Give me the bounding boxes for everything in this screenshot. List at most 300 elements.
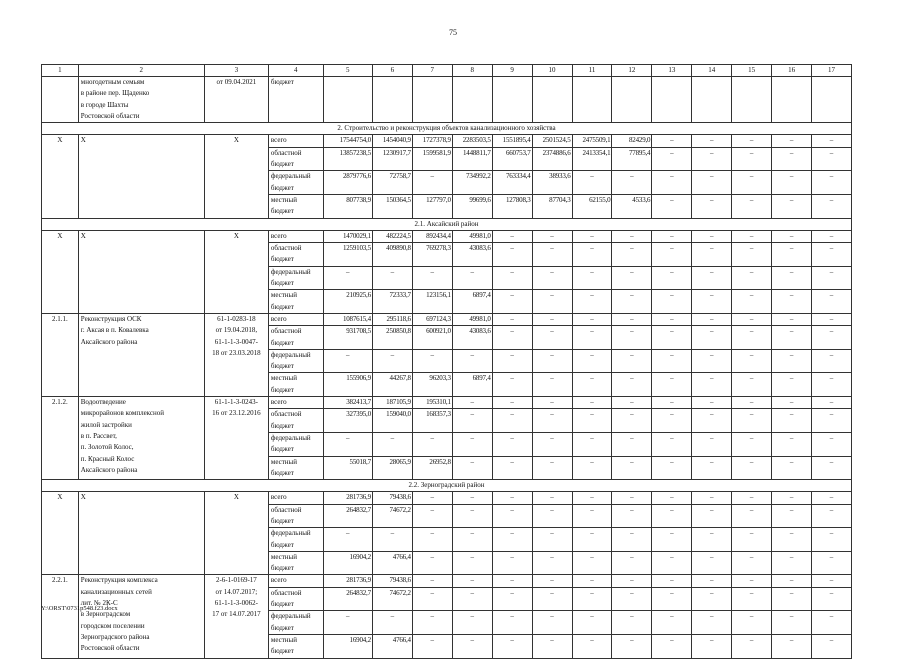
cell-amount: – <box>812 397 852 409</box>
cell-amount: – <box>692 290 732 314</box>
cell-amount: 55018,7 <box>323 456 372 480</box>
cell-amount: – <box>812 587 852 611</box>
cell-amount: – <box>772 243 812 267</box>
cell-amount: – <box>692 551 732 575</box>
cell-amount: – <box>372 349 412 373</box>
cell-amount: 4766,4 <box>372 551 412 575</box>
cell-amount: – <box>732 634 772 658</box>
header-cell: 4 <box>268 65 323 77</box>
cell-amount: – <box>692 528 732 552</box>
cell-amount: – <box>452 492 492 504</box>
budget-row <box>42 230 852 242</box>
cell-amount: – <box>492 243 532 267</box>
cell-amount: 281736,9 <box>323 492 372 504</box>
cell-amount: – <box>323 432 372 456</box>
cell-funding-source: областной бюджет <box>268 326 323 350</box>
cell-amount: 1448811,7 <box>452 147 492 171</box>
cell-amount: – <box>612 230 652 242</box>
cell-amount: – <box>612 171 652 195</box>
budget-row <box>42 313 852 325</box>
cell-amount: 99699,6 <box>452 194 492 218</box>
cell-amount: 43083,6 <box>452 243 492 267</box>
cell-amount: – <box>572 313 612 325</box>
cell-amount: – <box>492 528 532 552</box>
cell-amount: 74672,2 <box>372 504 412 528</box>
cell-amount: – <box>772 504 812 528</box>
cell-amount: – <box>692 432 732 456</box>
cell-doc: 2-6-1-0169-17 от 14.07.2017; 61-1-1-3-0062- 17 от 14.07.2017 <box>204 575 268 658</box>
cell-amount: – <box>652 634 692 658</box>
cell-amount: 264832,7 <box>323 504 372 528</box>
cell-amount: 49981,0 <box>452 313 492 325</box>
cell-amount: – <box>812 326 852 350</box>
cell-amount: – <box>452 504 492 528</box>
cell-doc: 61-1-1-3-0243- 16 от 23.12.2016 <box>204 397 268 480</box>
cell-amount: – <box>572 373 612 397</box>
cell-amount: 72758,7 <box>372 171 412 195</box>
cell-amount: 1259103,5 <box>323 243 372 267</box>
cell-amount: 79438,6 <box>372 492 412 504</box>
cell-amount: – <box>492 349 532 373</box>
cell-amount: 660753,7 <box>492 147 532 171</box>
cell-amount: – <box>572 230 612 242</box>
cell-amount: – <box>492 456 532 480</box>
cell-amount: – <box>732 243 772 267</box>
cell-amount: – <box>692 456 732 480</box>
cell-funding-source: федеральный бюджет <box>268 528 323 552</box>
cell-amount: – <box>812 313 852 325</box>
cell-amount: 1454040,9 <box>372 135 412 147</box>
cell-amount: – <box>812 504 852 528</box>
cell-amount: – <box>452 456 492 480</box>
cell-num: 2.2.1. <box>42 575 79 658</box>
cell-amount: – <box>612 575 652 587</box>
cell-amount: 264832,7 <box>323 587 372 611</box>
cell-amount: – <box>812 611 852 635</box>
cell-amount: – <box>692 243 732 267</box>
header-cell: 8 <box>452 65 492 77</box>
cell-amount: – <box>652 611 692 635</box>
cell-amount: – <box>612 326 652 350</box>
header-cell: 3 <box>204 65 268 77</box>
cell-amount: – <box>532 266 572 290</box>
cell-amount: – <box>732 266 772 290</box>
cell-amount: – <box>612 456 652 480</box>
cell-amount: – <box>572 528 612 552</box>
cell-amount: – <box>652 266 692 290</box>
cell-amount: – <box>772 634 812 658</box>
cell-amount: – <box>732 528 772 552</box>
cell-amount: – <box>692 634 732 658</box>
cell-amount: 127808,3 <box>492 194 532 218</box>
cell-amount: – <box>612 634 652 658</box>
cell-amount: – <box>412 349 452 373</box>
cell-amount: 28065,9 <box>372 456 412 480</box>
cell-amount: – <box>572 290 612 314</box>
cell-amount: – <box>572 171 612 195</box>
cell-funding-source: местный бюджет <box>268 290 323 314</box>
cell-amount: 17544754,0 <box>323 135 372 147</box>
cell-amount: – <box>772 551 812 575</box>
cell-amount: – <box>532 611 572 635</box>
cell-amount: – <box>532 243 572 267</box>
cell-amount: – <box>772 290 812 314</box>
cell-amount: – <box>372 266 412 290</box>
header-cell: 13 <box>652 65 692 77</box>
cell-funding-source: областной бюджет <box>268 409 323 433</box>
cell-amount: – <box>452 409 492 433</box>
cell-amount: – <box>812 349 852 373</box>
cell-amount: – <box>732 290 772 314</box>
cell-amount: – <box>452 349 492 373</box>
cell-amount: – <box>772 313 812 325</box>
cell-amount: – <box>812 456 852 480</box>
cell-amount: – <box>772 575 812 587</box>
cell-amount: – <box>732 135 772 147</box>
cell-amount: – <box>652 432 692 456</box>
cell-amount: 2501524,5 <box>532 135 572 147</box>
cell-amount: 763334,4 <box>492 171 532 195</box>
cell-amount: – <box>732 230 772 242</box>
cell-amount: – <box>612 432 652 456</box>
section-title: 2. Строительство и реконструкция объектов канализационного хозяйства <box>42 123 852 135</box>
cell-amount: – <box>692 409 732 433</box>
cell-funding-source: местный бюджет <box>268 634 323 658</box>
cell-amount: 195310,1 <box>412 397 452 409</box>
section-row <box>42 123 852 135</box>
budget-table <box>41 64 852 659</box>
cell-amount: 769278,3 <box>412 243 452 267</box>
cell-amount: – <box>372 432 412 456</box>
cell-amount: – <box>452 587 492 611</box>
cell-amount: – <box>692 313 732 325</box>
cell-amount: – <box>732 611 772 635</box>
cell-amount: – <box>532 290 572 314</box>
cell-funding-source: местный бюджет <box>268 194 323 218</box>
cell-amount: 2413354,1 <box>572 147 612 171</box>
cell-amount: – <box>652 551 692 575</box>
cell-doc: X <box>204 230 268 313</box>
cell-amount: 807738,9 <box>323 194 372 218</box>
cell-object-name: Водоотведение микрорайонов комплексной жилой застройки в п. Рассвет, п. Золотой Колос, п. Красный Колос Аксайского района <box>78 397 204 480</box>
cell-amount: – <box>572 504 612 528</box>
cell-amount: 44267,8 <box>372 373 412 397</box>
cell-amount: – <box>692 575 732 587</box>
cell-amount: – <box>692 397 732 409</box>
cell-amount: – <box>452 432 492 456</box>
cell-amount: – <box>732 575 772 587</box>
cell-amount: – <box>732 409 772 433</box>
cell-amount: – <box>572 349 612 373</box>
cell-amount: – <box>812 266 852 290</box>
cell-amount: – <box>452 551 492 575</box>
cell-amount: 123156,1 <box>412 290 452 314</box>
cell-amount: 16904,2 <box>323 634 372 658</box>
cell-funding-source: местный бюджет <box>268 551 323 575</box>
cell-amount: 281736,9 <box>323 575 372 587</box>
cell-amount: – <box>372 528 412 552</box>
cell-amount: – <box>492 266 532 290</box>
cell-object-name: Реконструкция ОСК г. Аксая в п. Ковалевка Аксайского района <box>78 313 204 396</box>
cell-amount: – <box>532 587 572 611</box>
cell-amount: – <box>652 587 692 611</box>
cell-amount: – <box>692 504 732 528</box>
cell-amount: – <box>612 504 652 528</box>
cell-amount: – <box>812 575 852 587</box>
header-cell: 11 <box>572 65 612 77</box>
cell-object-name: многодетным семьям в районе пер. Щаденко в городе Шахты Ростовской области <box>78 77 204 123</box>
cell-amount: 210925,6 <box>323 290 372 314</box>
cell-object-name: Реконструкция комплекса канализационных сетей лит. № 2К-С в Зерноградском городском поселении Зерноградского района Ростовской области <box>78 575 204 658</box>
cell-amount: – <box>772 409 812 433</box>
cell-funding-source: федеральный бюджет <box>268 171 323 195</box>
cell-amount: 4533,6 <box>612 194 652 218</box>
cell-amount: – <box>532 326 572 350</box>
cell-object-name: X <box>78 135 204 218</box>
cell-amount: 26952,8 <box>412 456 452 480</box>
table-body <box>42 65 852 659</box>
cell-amount: – <box>492 409 532 433</box>
cell-funding-source: федеральный бюджет <box>268 611 323 635</box>
cell-amount: – <box>532 409 572 433</box>
cell-amount: – <box>652 492 692 504</box>
cell-num: X <box>42 230 79 313</box>
cell-amount: – <box>772 397 812 409</box>
cell-amount: 6897,4 <box>452 373 492 397</box>
cell-amount: – <box>612 243 652 267</box>
continuation-row <box>42 77 852 123</box>
cell-amount: – <box>652 575 692 587</box>
cell-amount: 382413,7 <box>323 397 372 409</box>
cell-amount: – <box>732 456 772 480</box>
cell-amount: – <box>812 290 852 314</box>
cell-funding-source: всего <box>268 313 323 325</box>
cell-amount: – <box>772 349 812 373</box>
cell-funding-source: областной бюджет <box>268 587 323 611</box>
cell-amount: – <box>492 634 532 658</box>
cell-amount: – <box>652 528 692 552</box>
cell-amount: 892434,4 <box>412 230 452 242</box>
cell-amount: – <box>732 194 772 218</box>
cell-amount: 38933,6 <box>532 171 572 195</box>
budget-row <box>42 492 852 504</box>
cell-amount: 168357,3 <box>412 409 452 433</box>
cell-amount: – <box>572 266 612 290</box>
cell-amount: – <box>612 313 652 325</box>
cell-amount: – <box>492 290 532 314</box>
cell-funding-source: областной бюджет <box>268 147 323 171</box>
cell-amount: – <box>323 611 372 635</box>
cell-amount: – <box>612 611 652 635</box>
header-cell: 17 <box>812 65 852 77</box>
cell-amount: 155906,9 <box>323 373 372 397</box>
cell-amount: – <box>492 504 532 528</box>
cell-amount: – <box>612 266 652 290</box>
cell-amount: – <box>612 373 652 397</box>
cell-amount: – <box>572 587 612 611</box>
cell-amount: – <box>572 611 612 635</box>
cell-amount: – <box>652 135 692 147</box>
header-cell: 16 <box>772 65 812 77</box>
cell-amount: – <box>772 373 812 397</box>
cell-amount: – <box>532 349 572 373</box>
cell-amount: – <box>652 326 692 350</box>
cell-funding-source: областной бюджет <box>268 504 323 528</box>
section-title: 2.2. Зерноградский район <box>42 480 852 492</box>
cell-amount: 250850,8 <box>372 326 412 350</box>
cell-amount: 1551895,4 <box>492 135 532 147</box>
cell-amount: – <box>532 634 572 658</box>
cell-amount: – <box>772 326 812 350</box>
cell-amount: 734992,2 <box>452 171 492 195</box>
cell-amount: – <box>652 313 692 325</box>
header-cell: 5 <box>323 65 372 77</box>
cell-amount: – <box>772 194 812 218</box>
cell-amount: – <box>532 528 572 552</box>
cell-amount: – <box>772 147 812 171</box>
cell-amount: 409890,8 <box>372 243 412 267</box>
header-cell: 9 <box>492 65 532 77</box>
cell-amount: – <box>412 587 452 611</box>
cell-amount: – <box>772 456 812 480</box>
cell-amount: – <box>772 230 812 242</box>
budget-row <box>42 575 852 587</box>
cell-doc: X <box>204 492 268 575</box>
cell-amount: – <box>452 634 492 658</box>
cell-amount: 1727378,9 <box>412 135 452 147</box>
cell-amount: – <box>612 397 652 409</box>
cell-amount: 82429,0 <box>612 135 652 147</box>
cell-amount: – <box>532 230 572 242</box>
cell-amount: – <box>652 397 692 409</box>
cell-amount: – <box>812 147 852 171</box>
cell-amount: – <box>692 230 732 242</box>
header-cell: 2 <box>78 65 204 77</box>
cell-amount: 1599581,9 <box>412 147 452 171</box>
cell-amount: 79438,6 <box>372 575 412 587</box>
cell-doc: от 09.04.2021 <box>204 77 268 123</box>
cell-amount: – <box>372 611 412 635</box>
cell-amount: – <box>732 313 772 325</box>
section-row <box>42 218 852 230</box>
cell-amount: 600921,0 <box>412 326 452 350</box>
cell-amount: – <box>452 575 492 587</box>
cell-amount: – <box>652 290 692 314</box>
cell-amount: 159040,0 <box>372 409 412 433</box>
cell-amount: – <box>772 135 812 147</box>
cell-amount: – <box>412 171 452 195</box>
cell-amount: – <box>772 432 812 456</box>
header-cell: 6 <box>372 65 412 77</box>
cell-amount: – <box>492 326 532 350</box>
cell-amount: – <box>652 456 692 480</box>
cell-amount: 1230917,7 <box>372 147 412 171</box>
cell-amount: – <box>772 171 812 195</box>
cell-amount: – <box>612 409 652 433</box>
cell-amount: – <box>532 313 572 325</box>
header-cell: 14 <box>692 65 732 77</box>
cell-funding-source: всего <box>268 230 323 242</box>
cell-amount: – <box>412 611 452 635</box>
cell-amount: – <box>772 492 812 504</box>
cell-num: 2.1.2. <box>42 397 79 480</box>
cell-object-name: X <box>78 492 204 575</box>
cell-amount: 1470029,1 <box>323 230 372 242</box>
cell-amount: – <box>612 290 652 314</box>
cell-amount: – <box>652 373 692 397</box>
cell-amount: – <box>732 147 772 171</box>
cell-amount: 72333,7 <box>372 290 412 314</box>
cell-amount: – <box>412 504 452 528</box>
cell-amount: – <box>812 634 852 658</box>
cell-amount: – <box>572 456 612 480</box>
cell-amount: – <box>692 492 732 504</box>
cell-amount: 77895,4 <box>612 147 652 171</box>
cell-amount: – <box>692 171 732 195</box>
cell-amount: – <box>572 634 612 658</box>
cell-funding-source: федеральный бюджет <box>268 266 323 290</box>
cell-num: X <box>42 492 79 575</box>
cell-amount: – <box>732 326 772 350</box>
cell-amount: – <box>412 266 452 290</box>
cell-amount: – <box>412 634 452 658</box>
header-cell: 15 <box>732 65 772 77</box>
cell-amount: – <box>612 349 652 373</box>
cell-amount: – <box>323 349 372 373</box>
cell-funding-source: всего <box>268 397 323 409</box>
cell-amount: – <box>412 575 452 587</box>
cell-amount: – <box>492 432 532 456</box>
cell-amount: – <box>652 194 692 218</box>
cell-amount: – <box>532 397 572 409</box>
cell-amount: – <box>812 243 852 267</box>
page-number: 75 <box>449 28 457 37</box>
cell-amount: 13857238,5 <box>323 147 372 171</box>
cell-amount: – <box>692 266 732 290</box>
header-cell: 1 <box>42 65 79 77</box>
cell-amount: – <box>452 528 492 552</box>
cell-amount: 327395,0 <box>323 409 372 433</box>
cell-amount: – <box>692 587 732 611</box>
cell-amount: – <box>652 349 692 373</box>
cell-amount: – <box>532 504 572 528</box>
cell-amount: – <box>812 373 852 397</box>
cell-amount: – <box>732 397 772 409</box>
cell-amount: – <box>732 504 772 528</box>
cell-object-name: X <box>78 230 204 313</box>
cell-amount: – <box>572 409 612 433</box>
cell-amount: – <box>532 456 572 480</box>
cell-amount: – <box>812 432 852 456</box>
cell-num: 2.1.1. <box>42 313 79 396</box>
cell-amount: – <box>772 611 812 635</box>
cell-amount: – <box>732 373 772 397</box>
cell-amount: – <box>812 230 852 242</box>
cell-funding-source: федеральный бюджет <box>268 349 323 373</box>
cell-amount: – <box>812 194 852 218</box>
cell-amount: 295118,6 <box>372 313 412 325</box>
cell-amount: – <box>812 551 852 575</box>
cell-amount: – <box>572 243 612 267</box>
cell-amount: – <box>572 326 612 350</box>
cell-funding-source: всего <box>268 492 323 504</box>
cell-amount: – <box>532 432 572 456</box>
cell-amount: – <box>323 266 372 290</box>
cell-amount: – <box>572 575 612 587</box>
cell-amount: – <box>572 492 612 504</box>
cell-amount: – <box>492 587 532 611</box>
cell-amount: 127797,0 <box>412 194 452 218</box>
